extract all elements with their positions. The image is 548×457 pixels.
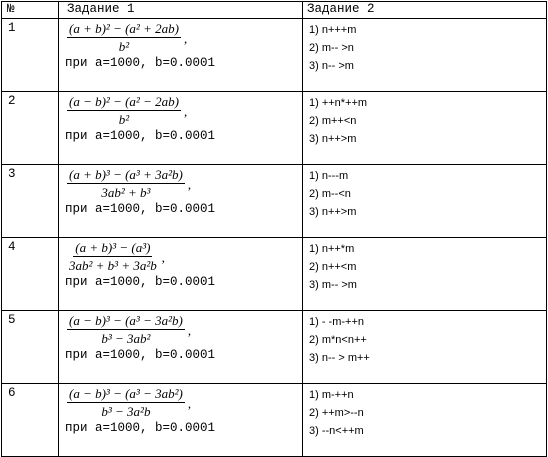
- formula-numerator: (a − b)³ − (a³ − 3a²b): [69, 313, 183, 328]
- condition-text: при a=1000, b=0.0001: [65, 275, 216, 289]
- task1-cell: [59, 92, 303, 165]
- task2-cell: [303, 384, 547, 457]
- operation-item: 2) m++<n: [309, 115, 357, 127]
- condition-text: при a=1000, b=0.0001: [65, 348, 216, 362]
- condition-text: при a=1000, b=0.0001: [65, 56, 216, 70]
- formula-numerator: (a − b)² − (a² − 2ab): [69, 94, 179, 109]
- condition-text: при a=1000, b=0.0001: [65, 202, 216, 216]
- table-row: [2, 92, 547, 165]
- operation-item: 3) n++>m: [309, 206, 357, 218]
- formula-comma: ,: [187, 322, 192, 338]
- formula-denominator: b²: [118, 39, 130, 54]
- header-num: №: [2, 2, 59, 19]
- header-row: [2, 2, 547, 19]
- tasks-table: [1, 1, 547, 457]
- row-number: 2: [2, 92, 59, 165]
- formula: [67, 167, 302, 200]
- operation-item: 3) --n<++m: [309, 425, 364, 437]
- formula: [67, 386, 302, 419]
- table-row: [2, 238, 547, 311]
- formula-numerator: (a + b)² − (a² + 2ab): [69, 21, 179, 36]
- task2-cell: [303, 165, 547, 238]
- task1-cell: [59, 384, 303, 457]
- formula-denominator: b³ − 3a²b: [101, 404, 151, 419]
- formula-comma: ,: [183, 103, 188, 119]
- formula-comma: ,: [187, 176, 192, 192]
- table-row: [2, 19, 547, 92]
- header-task2: Задание 2: [303, 2, 547, 19]
- operation-item: 3) n-- >m: [309, 60, 354, 72]
- operation-item: 2) m--<n: [309, 188, 351, 200]
- formula-denominator: b³ − 3ab²: [101, 331, 151, 346]
- formula-denominator: b²: [118, 112, 130, 127]
- operation-item: 1) m-++n: [309, 389, 354, 401]
- table-row: [2, 311, 547, 384]
- operation-item: 1) n++*m: [309, 243, 355, 255]
- operation-item: 1) n---m: [309, 170, 349, 182]
- formula: [67, 313, 302, 346]
- table-row: [2, 165, 547, 238]
- task2-cell: [303, 311, 547, 384]
- operation-item: 1) - -m-++n: [309, 316, 365, 328]
- task1-cell: [59, 238, 303, 311]
- formula-comma: ,: [183, 30, 188, 46]
- formula-comma: ,: [161, 249, 165, 265]
- operation-item: 2) n++<m: [309, 261, 357, 273]
- row-number: 3: [2, 165, 59, 238]
- operation-item: 3) n++>m: [309, 133, 357, 145]
- header-task1: Задание 1: [59, 2, 303, 19]
- operation-item: 3) n-- > m++: [309, 352, 370, 364]
- operation-item: 2) ++m>--n: [309, 407, 364, 419]
- row-number: 4: [2, 238, 59, 311]
- task1-cell: [59, 19, 303, 92]
- task2-cell: [303, 19, 547, 92]
- formula-denominator: 3ab² + b³: [101, 185, 151, 200]
- operation-item: 1) ++n*++m: [309, 97, 368, 109]
- operation-item: 2) m*n<n++: [309, 334, 367, 346]
- task2-cell: [303, 92, 547, 165]
- formula: [67, 94, 302, 127]
- formula: [67, 240, 302, 273]
- formula-numerator: (a + b)³ − (a³ + 3a²b): [69, 167, 183, 182]
- operation-item: 1) n+++m: [309, 24, 357, 36]
- task1-cell: [59, 311, 303, 384]
- formula-numerator: (a + b)³ − (a³): [75, 240, 151, 255]
- row-number: 6: [2, 384, 59, 457]
- row-number: 1: [2, 19, 59, 92]
- formula-numerator: (a − b)³ − (a³ − 3ab²): [69, 386, 183, 401]
- task2-cell: [303, 238, 547, 311]
- formula-comma: ,: [187, 395, 192, 411]
- operation-item: 2) m-- >n: [309, 42, 354, 54]
- formula-denominator: 3ab² + b³ + 3a²b: [69, 258, 157, 273]
- condition-text: при a=1000, b=0.0001: [65, 421, 216, 435]
- table-row: [2, 384, 547, 457]
- formula: [67, 21, 302, 54]
- task1-cell: [59, 165, 303, 238]
- condition-text: при a=1000, b=0.0001: [65, 129, 216, 143]
- row-number: 5: [2, 311, 59, 384]
- operation-item: 3) m-- >m: [309, 279, 357, 291]
